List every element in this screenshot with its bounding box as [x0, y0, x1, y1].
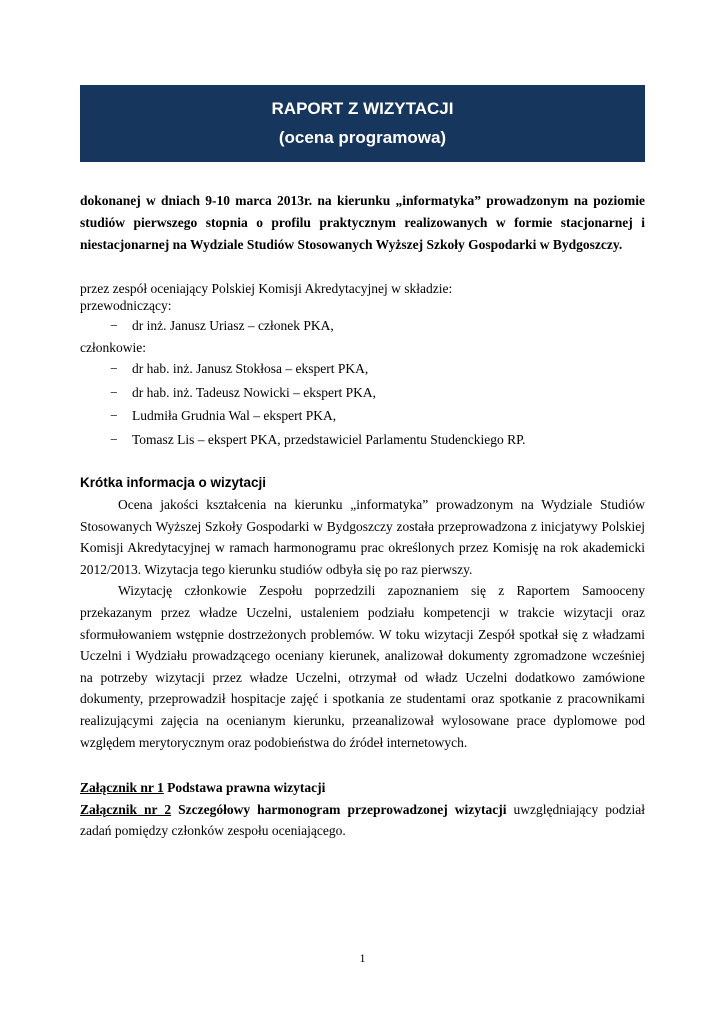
team-intro: przez zespół oceniający Polskiej Komisji Akredytacyjnej w składzie:	[80, 280, 453, 296]
member-item	[80, 384, 645, 402]
attachment-line-1	[80, 777, 645, 798]
body-paragraph-1: Ocena jakości kształcenia na kierunku „informatyka” prowadzonym na Wydziale Studiów Stosowanych Wyższej Szkoły Gospodarki w Bydgoszczy została przeprowadzona z inicjatywy Polskiej Komisji Akredytacyjnej w ramach harmonogramu prac określonych przez Komisję na rok akademicki 2012/2013. Wizytacja tego kierunku studiów odbyła się po raz pierwszy.	[80, 497, 645, 577]
member-item	[80, 431, 645, 449]
dash-bullet: −	[110, 384, 118, 400]
member-item	[80, 360, 645, 378]
section-heading: Krótka informacja o wizytacji	[80, 475, 267, 491]
chair-label: przewodniczący:	[80, 298, 172, 314]
attachment-2-label: Załącznik nr 2	[80, 801, 172, 817]
members-label: członkowie:	[80, 340, 146, 356]
dash-bullet: −	[110, 360, 118, 376]
member-name: dr hab. inż. Janusz Stokłosa – ekspert PKA,	[132, 360, 369, 376]
member-name: Tomasz Lis – ekspert PKA, przedstawiciel Parlamentu Studenckiego RP.	[132, 432, 526, 448]
dash-bullet: −	[110, 432, 118, 448]
member-name: Ludmiła Grudnia Wal – ekspert PKA,	[132, 408, 337, 424]
report-subtitle: (ocena programowa)	[278, 128, 447, 147]
chair-member-item	[80, 317, 645, 335]
body-paragraph-2: Wizytację członkowie Zespołu poprzedzili zapoznaniem się z Raportem Samooceny przekazanym przez władze Uczelni, ustaleniem podziału kompetencji w trakcie wizytacji oraz sformułowaniem wstępnie dostrzeżonych problemów. W toku wizytacji Zespół spotkał się z władzami Uczelni i Wydziału prowadzącego oceniany kierunek, analizował dokumenty zgromadzone wcześniej na potrzeby wizytacji przez władze Uczelni, otrzymał od władz Uczelni dodatkowo zamówione dokumenty, przeprowadził hospitacje zajęć i spotkania ze studentami oraz spotkanie z pracownikami realizującymi zajęcia na ocenianym kierunku, przeanalizował wylosowane prace dyplomowe pod względem merytorycznym oraz podobieństwa do źródeł internetowych.	[80, 583, 645, 750]
report-title: RAPORT Z WIZYTACJI	[271, 99, 454, 118]
member-item	[80, 407, 645, 425]
attachment-2-description: uwzględniający podział zadań pomiędzy członków zespołu oceniającego.	[80, 801, 646, 838]
dash-bullet: −	[110, 408, 118, 424]
attachment-line-2	[80, 799, 645, 842]
report-title-banner	[80, 85, 645, 162]
intro-paragraph: dokonanej w dniach 9-10 marca 2013r. na kierunku „informatyka” prowadzonym na poziomie studiów pierwszego stopnia o profilu praktycznym realizowanych w formie stacjonarnej i niestacjonarnej na Wydziale Studiów Stosowanych Wyższej Szkoły Gospodarki w Bydgoszczy.	[80, 193, 645, 252]
dash-bullet: −	[110, 318, 118, 334]
page-number: 1	[359, 951, 366, 965]
attachments-block	[80, 777, 645, 841]
attachment-1-label: Załącznik nr 1	[80, 780, 164, 796]
attachment-2-title: Szczegółowy harmonogram przeprowadzonej wizytacji	[178, 801, 507, 817]
attachment-1-title: Podstawa prawna wizytacji	[167, 780, 326, 796]
chair-member-name: dr inż. Janusz Uriasz – członek PKA,	[132, 318, 334, 334]
member-name: dr hab. inż. Tadeusz Nowicki – ekspert PKA,	[132, 384, 377, 400]
